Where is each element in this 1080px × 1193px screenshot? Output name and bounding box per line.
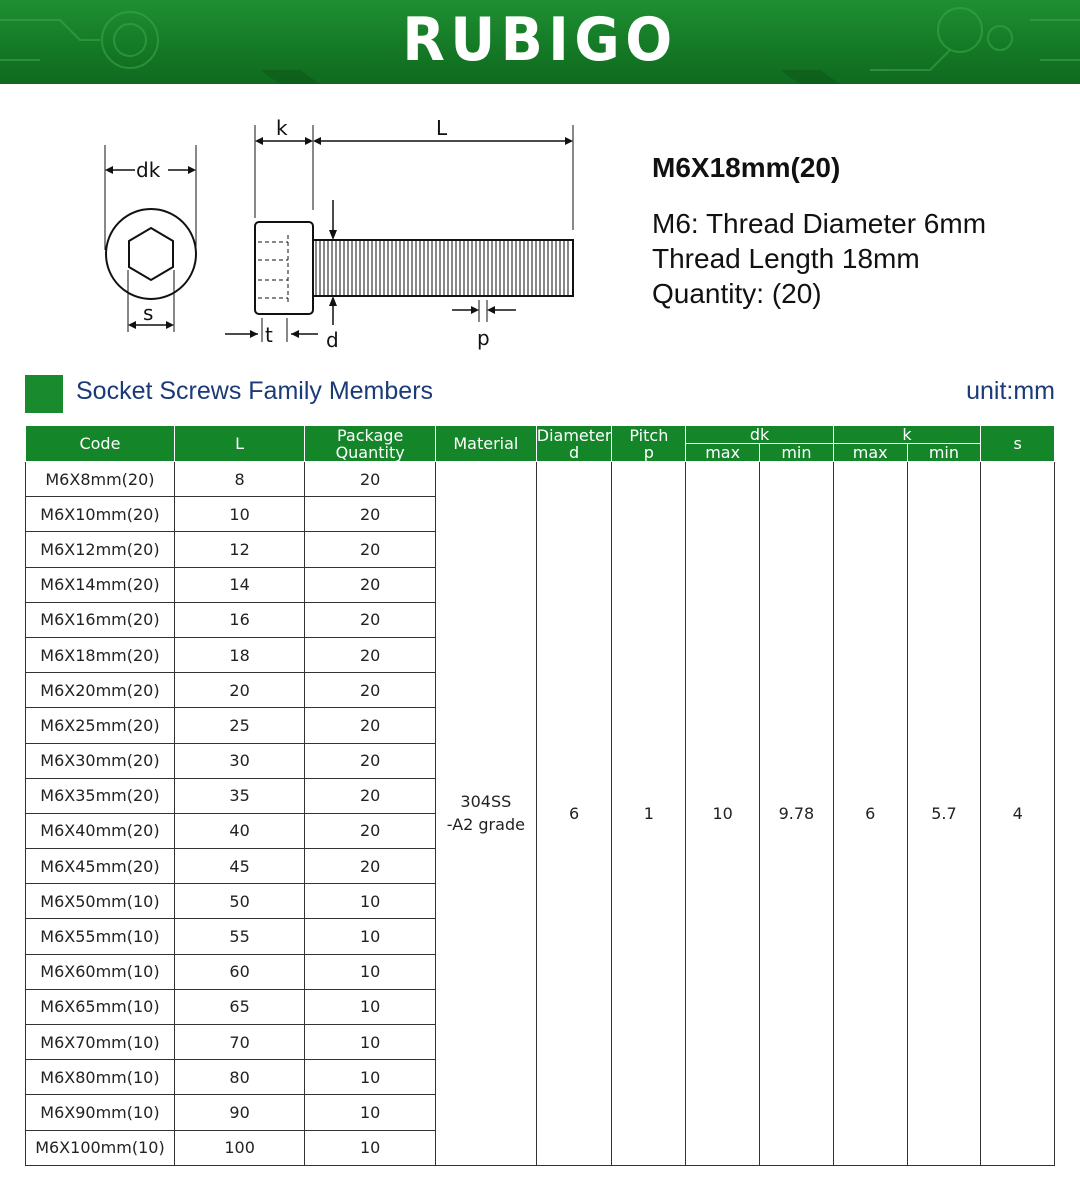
cell-length: 30: [174, 743, 304, 778]
cell-package-qty: 20: [305, 743, 436, 778]
cell-package-qty: 10: [305, 1095, 436, 1130]
cell-length: 14: [174, 567, 304, 602]
cell-length: 16: [174, 602, 304, 637]
cell-length: 65: [174, 989, 304, 1024]
label-k: k: [276, 116, 288, 140]
cell-code: M6X100mm(10): [26, 1130, 175, 1165]
cell-length: 8: [174, 462, 304, 497]
cell-package-qty: 10: [305, 1130, 436, 1165]
spec-line-length: Thread Length 18mm: [652, 243, 920, 274]
header-k: k: [833, 426, 981, 444]
cell-length: 25: [174, 708, 304, 743]
cell-code: M6X90mm(10): [26, 1095, 175, 1130]
cell-code: M6X80mm(10): [26, 1060, 175, 1095]
cell-code: M6X50mm(10): [26, 884, 175, 919]
cell-length: 50: [174, 884, 304, 919]
cell-code: M6X20mm(20): [26, 673, 175, 708]
header-L: L: [174, 426, 304, 462]
cell-code: M6X30mm(20): [26, 743, 175, 778]
material-line1: 304SS: [460, 792, 512, 812]
cell-material: [435, 462, 536, 1166]
cell-code: M6X70mm(10): [26, 1025, 175, 1060]
spec-line-quantity: Quantity: (20): [652, 278, 822, 309]
cell-length: 90: [174, 1095, 304, 1130]
header-dk: dk: [686, 426, 834, 444]
label-d: d: [326, 328, 339, 352]
cell-package-qty: 20: [305, 708, 436, 743]
header-pitch-line2: p: [643, 442, 654, 462]
cell-length: 35: [174, 778, 304, 813]
cell-code: M6X60mm(10): [26, 954, 175, 989]
cell-package-qty: 10: [305, 954, 436, 989]
screw-head-side: [255, 222, 313, 314]
cell-length: 80: [174, 1060, 304, 1095]
cell-package-qty: 20: [305, 497, 436, 532]
cell-code: M6X8mm(20): [26, 462, 175, 497]
cell-package-qty: 10: [305, 919, 436, 954]
cell-package-qty: 20: [305, 637, 436, 672]
cell-length: 45: [174, 849, 304, 884]
cell-code: M6X40mm(20): [26, 813, 175, 848]
header-code: Code: [26, 426, 175, 462]
cell-package-qty: 20: [305, 462, 436, 497]
header-package-line1: Package: [336, 425, 404, 445]
specification-table: [25, 425, 1055, 1166]
cell-code: M6X14mm(20): [26, 567, 175, 602]
cell-s: 4: [981, 462, 1055, 1166]
cell-length: 55: [174, 919, 304, 954]
unit-label: unit:mm: [966, 377, 1055, 405]
header-diameter-line1: Diameter: [536, 425, 612, 445]
spec-line-diameter: M6: Thread Diameter 6mm: [652, 208, 987, 239]
label-dk: dk: [136, 158, 161, 182]
cell-package-qty: 10: [305, 1060, 436, 1095]
header-pitch: [612, 426, 686, 462]
cell-code: M6X55mm(10): [26, 919, 175, 954]
cell-diameter: 6: [536, 462, 612, 1166]
screw-head-end-view: [106, 209, 196, 299]
cell-length: 60: [174, 954, 304, 989]
cell-length: 20: [174, 673, 304, 708]
cell-k-max: 6: [833, 462, 907, 1166]
header-package-line2: Quantity: [335, 442, 405, 462]
cell-length: 40: [174, 813, 304, 848]
material-line2: -A2 grade: [446, 815, 525, 835]
product-spec: [652, 152, 986, 311]
cell-package-qty: 10: [305, 884, 436, 919]
header-k-min: min: [907, 444, 981, 462]
header-diameter: [536, 426, 612, 462]
cell-length: 100: [174, 1130, 304, 1165]
hex-socket: [129, 228, 173, 280]
header-k-max: max: [833, 444, 907, 462]
cell-code: M6X12mm(20): [26, 532, 175, 567]
header-dk-min: min: [760, 444, 834, 462]
section-marker: [25, 375, 63, 413]
label-L: L: [436, 116, 448, 140]
brand-logo: RUBIGO: [402, 5, 678, 75]
header-banner: [0, 0, 1080, 84]
cell-length: 12: [174, 532, 304, 567]
cell-package-qty: 20: [305, 849, 436, 884]
cell-dk-max: 10: [686, 462, 760, 1166]
cell-package-qty: 20: [305, 567, 436, 602]
cell-code: M6X35mm(20): [26, 778, 175, 813]
cell-length: 18: [174, 637, 304, 672]
screw-diagram: [95, 110, 595, 360]
cell-package-qty: 20: [305, 673, 436, 708]
cell-code: M6X65mm(10): [26, 989, 175, 1024]
label-t: t: [265, 323, 273, 347]
cell-code: M6X10mm(20): [26, 497, 175, 532]
cell-dk-min: 9.78: [760, 462, 834, 1166]
cell-pitch: 1: [612, 462, 686, 1166]
cell-package-qty: 10: [305, 1025, 436, 1060]
cell-code: M6X45mm(20): [26, 849, 175, 884]
cell-code: M6X16mm(20): [26, 602, 175, 637]
cell-k-min: 5.7: [907, 462, 981, 1166]
header-diameter-line2: d: [569, 442, 580, 462]
header-dk-max: max: [686, 444, 760, 462]
cell-package-qty: 20: [305, 778, 436, 813]
table-row: [26, 462, 1055, 497]
product-title: M6X18mm(20): [652, 152, 841, 183]
label-s: s: [143, 301, 154, 325]
cell-package-qty: 10: [305, 989, 436, 1024]
header-s: s: [981, 426, 1055, 462]
label-p: p: [477, 326, 490, 350]
header-material: Material: [435, 426, 536, 462]
cell-package-qty: 20: [305, 813, 436, 848]
cell-code: M6X18mm(20): [26, 637, 175, 672]
cell-package-qty: 20: [305, 602, 436, 637]
cell-length: 70: [174, 1025, 304, 1060]
header-package-quantity: [305, 426, 436, 462]
section-title: Socket Screws Family Members: [76, 377, 434, 405]
header-pitch-line1: Pitch: [629, 425, 669, 445]
cell-code: M6X25mm(20): [26, 708, 175, 743]
cell-package-qty: 20: [305, 532, 436, 567]
cell-length: 10: [174, 497, 304, 532]
